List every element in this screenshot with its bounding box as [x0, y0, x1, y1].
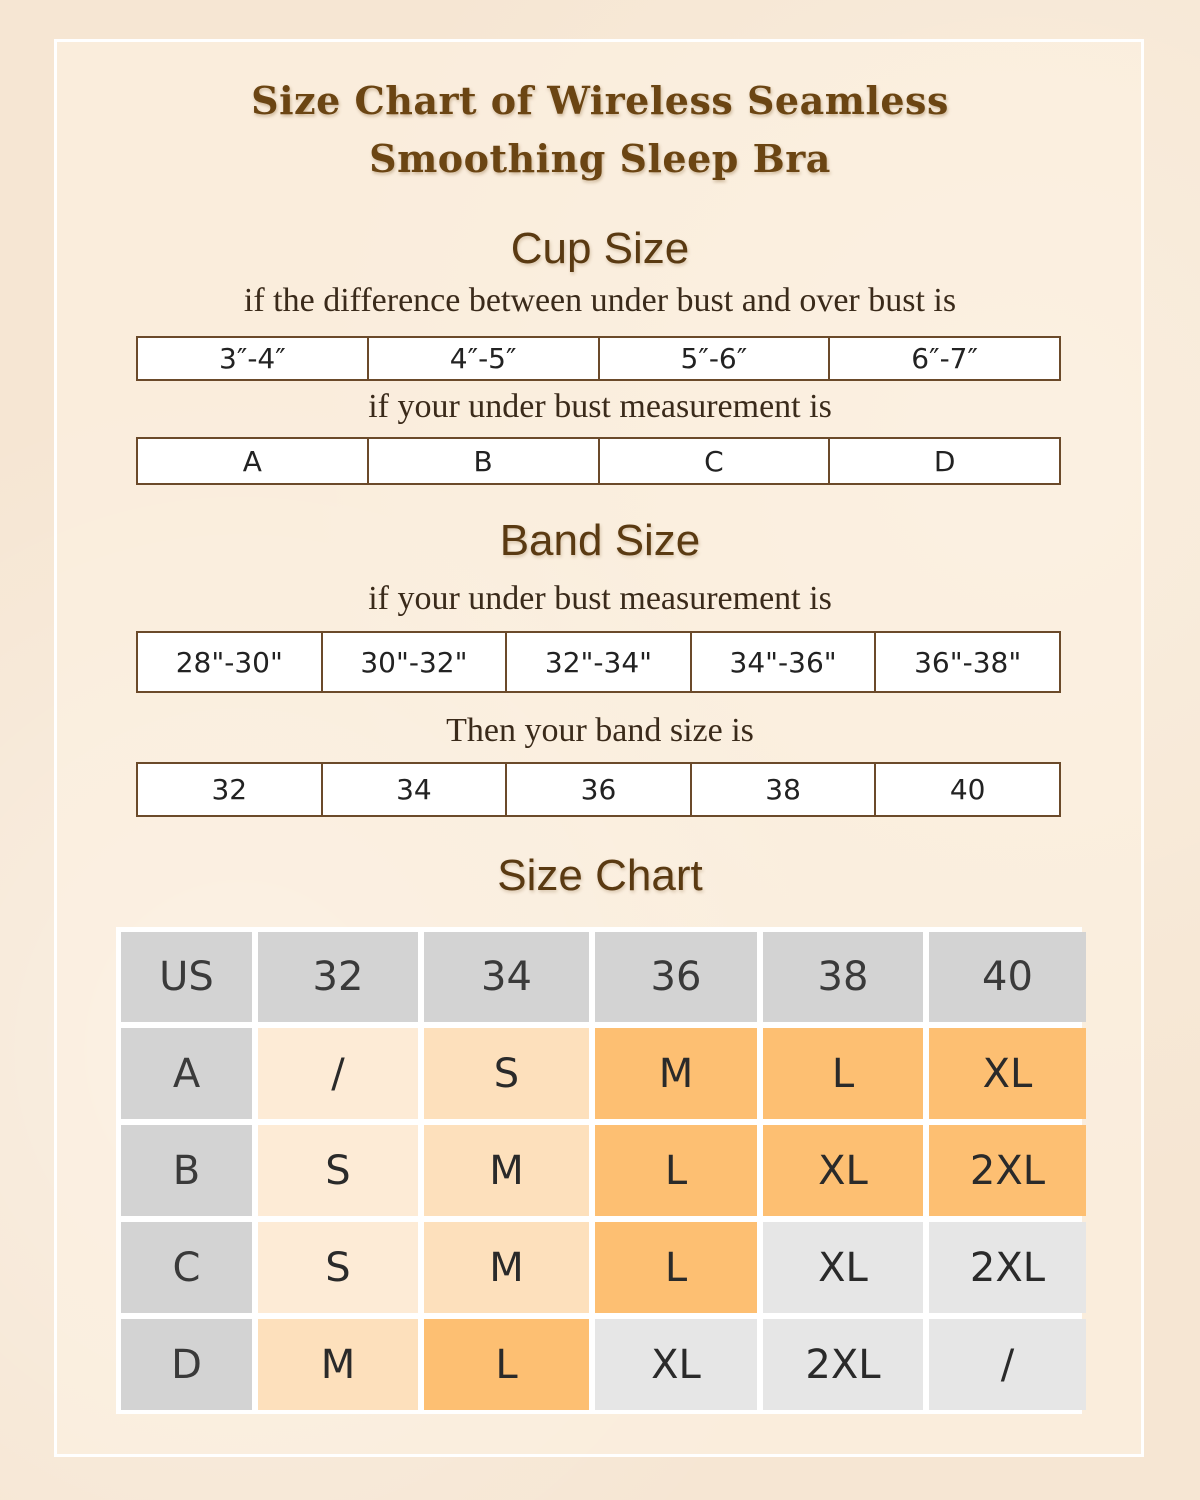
band-cell: 34 — [323, 764, 508, 815]
cup-table — [136, 437, 1061, 485]
cup-label-cell: D — [121, 1319, 252, 1410]
band-result-caption: Then your band size is — [446, 712, 754, 749]
header-cell: 40 — [929, 932, 1086, 1022]
band-cell: 32 — [138, 764, 323, 815]
size-cell: / — [258, 1028, 418, 1119]
size-cell: / — [929, 1319, 1086, 1410]
size-cell: 2XL — [929, 1125, 1086, 1216]
size-cell: L — [595, 1222, 757, 1313]
cup-difference-caption: if the difference between under bust and over bust is — [243, 282, 957, 319]
size-cell: L — [595, 1125, 757, 1216]
size-cell: M — [258, 1319, 418, 1410]
size-cell: M — [424, 1222, 589, 1313]
size-cell: M — [424, 1125, 589, 1216]
size-cell: 2XL — [929, 1222, 1086, 1313]
page-title — [0, 72, 1200, 188]
size-chart-heading: Size Chart — [497, 851, 703, 900]
size-cell: XL — [929, 1028, 1086, 1119]
cup-label-cell: A — [121, 1028, 252, 1119]
band-cell: 38 — [692, 764, 877, 815]
cup-under-bust-caption: if your under bust measurement is — [368, 388, 832, 425]
size-cell: XL — [763, 1222, 923, 1313]
difference-cell: 3″-4″ — [138, 338, 369, 379]
difference-cell: 4″-5″ — [369, 338, 600, 379]
cup-label-cell: C — [121, 1222, 252, 1313]
cup-label-cell: B — [121, 1125, 252, 1216]
header-cell: 36 — [595, 932, 757, 1022]
band-table — [136, 762, 1061, 817]
difference-table — [136, 336, 1061, 381]
difference-cell: 6″-7″ — [911, 342, 978, 375]
size-cell: XL — [595, 1319, 757, 1410]
size-cell: S — [424, 1028, 589, 1119]
measurement-table — [136, 631, 1061, 693]
cup-cell: C — [600, 439, 831, 483]
cup-cell: A — [138, 439, 369, 483]
measurement-cell: 28"-30" — [138, 633, 323, 691]
measurement-cell: 32"-34" — [507, 633, 692, 691]
size-cell: XL — [763, 1125, 923, 1216]
size-cell: 2XL — [763, 1319, 923, 1410]
size-cell: S — [258, 1125, 418, 1216]
header-cell: 38 — [763, 932, 923, 1022]
cup-size-heading: Cup Size — [510, 224, 690, 273]
size-cell: M — [595, 1028, 757, 1119]
band-under-bust-caption: if your under bust measurement is — [368, 580, 832, 617]
measurement-cell: 30"-32" — [323, 633, 508, 691]
title-line-2: Smoothing Sleep Bra — [369, 136, 831, 181]
title-line-1: Size Chart of Wireless Seamless — [251, 78, 949, 123]
cup-cell: D — [933, 444, 956, 478]
measurement-cell: 36"-38" — [914, 645, 1022, 679]
size-cell: L — [763, 1028, 923, 1119]
size-cell: L — [424, 1319, 589, 1410]
measurement-cell: 34"-36" — [692, 633, 877, 691]
cup-cell: B — [369, 439, 600, 483]
band-cell: 40 — [949, 773, 986, 806]
header-cell: 32 — [258, 932, 418, 1022]
header-cell: 34 — [424, 932, 589, 1022]
size-chart-table — [116, 927, 1082, 1414]
size-cell: S — [258, 1222, 418, 1313]
header-cell: US — [121, 932, 252, 1022]
band-size-heading: Band Size — [499, 516, 701, 565]
difference-cell: 5″-6″ — [600, 338, 831, 379]
band-cell: 36 — [507, 764, 692, 815]
